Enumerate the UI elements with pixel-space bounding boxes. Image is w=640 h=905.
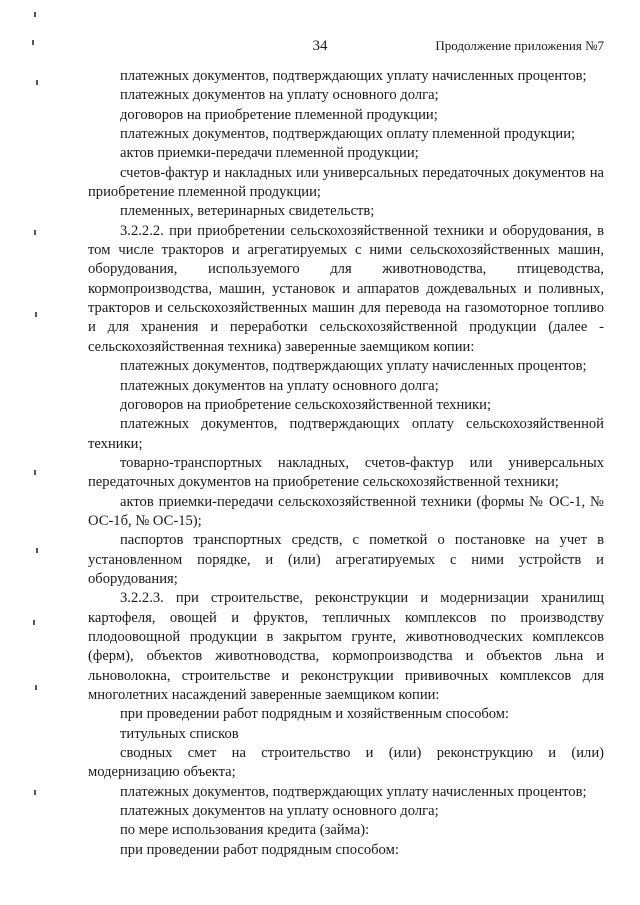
paragraph: счетов-фактур и накладных или универсальных передаточных документов на приобретение племенной продукции; [88,164,604,201]
paragraph: платежных документов на уплату основного долга; [120,87,439,104]
paragraph: платежных документов, подтверждающих уплату начисленных процентов; [120,358,587,375]
continuation-note: Продолжение приложения №7 [435,38,604,53]
paragraph: сводных смет на строительство и (или) реконструкцию и (или) модернизацию объекта; [88,745,604,781]
paragraph: титульных списков [120,725,239,742]
paragraph: платежных документов, подтверждающих оплату сельскохозяйственной техники; [88,416,604,452]
paragraph: 3.2.2.3. при строительстве, реконструкции и модернизации хранилищ картофеля, овощей и фруктов, тепличных комплексов по производству плодоовощной продукции в закрытом грунте, животноводческих комплексов (ферм), объектов животноводства, кормопроизводства и объектов льна и льноволокна, строительстве и реконструкции прививочных комплексов для многолетних насаждений заверенные заемщиком копии: [88,590,604,703]
paragraph: платежных документов, подтверждающих оплату племенной продукции; [120,126,576,143]
paragraph: по мере использования кредита (займа): [120,822,370,839]
paragraph: актов приемки-передачи сельскохозяйственной техники (формы № ОС-1, № ОС-1б, № ОС-15); [88,493,604,529]
paragraph: договоров на приобретение сельскохозяйственной техники; [120,396,492,413]
paragraph: товарно-транспортных накладных, счетов-фактур или универсальных передаточных документов на приобретение сельскохозяйственной техники; [88,454,604,491]
paragraph: договоров на приобретение племенной продукции; [120,106,438,123]
paragraph: актов приемки-передачи племенной продукции; [120,145,419,162]
paragraph: паспортов транспортных средств, с пометкой о постановке на учет в установленном порядке, и (или) агрегатируемых с ними устройств и оборудования; [88,532,604,587]
scan-margin-marks [30,0,50,905]
paragraph: платежных документов, подтверждающих уплату начисленных процентов; [120,783,587,800]
paragraph: племенных, ветеринарных свидетельств; [120,203,375,220]
paragraph: при проведении работ подрядным способом: [120,841,399,858]
paragraph: платежных документов, подтверждающих уплату начисленных процентов; [120,68,587,84]
paragraph: 3.2.2.2. при приобретении сельскохозяйственной техники и оборудования, в том числе тракторов и агрегатируемых с ними сельскохозяйственных машин, оборудования, используемого для животноводства, птицеводства, кормопроизводства, машин, установок и аппаратов дождевальных и поливных, тракторов и сельскохозяйственных машин для перевода на газомоторное топливо и для хранения и переработки сельскохозяйственной продукции (далее - сельскохозяйственная техника) заверенные заемщиком копии: [88,222,604,355]
paragraph: платежных документов на уплату основного долга; [120,803,439,820]
document-body [88,67,604,860]
paragraph: при проведении работ подрядным и хозяйственным способом: [120,706,510,723]
page-number: 34 [312,38,328,54]
paragraph: платежных документов на уплату основного долга; [120,377,439,394]
